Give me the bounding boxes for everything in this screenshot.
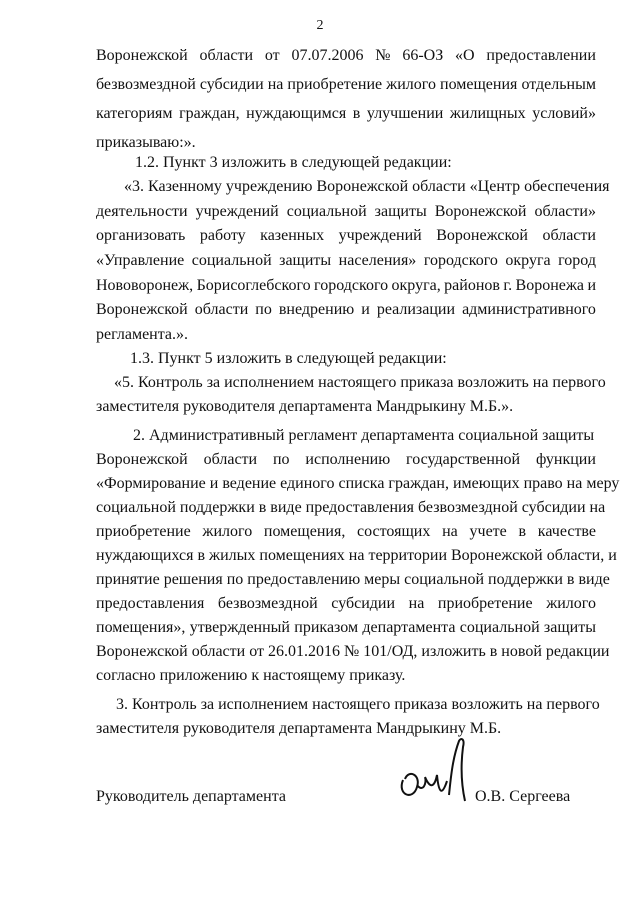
text-word: предоставлении [486, 47, 596, 64]
text-line [96, 46, 596, 66]
text-word: Борисоглебского [196, 277, 311, 294]
text-word: «О [455, 47, 475, 64]
text-segment: нуждающихся в жилых помещениях на территории Воронежской области, и [96, 547, 617, 564]
text-word: жилого [202, 523, 253, 540]
text-line [96, 498, 605, 518]
text-word: исполнению [305, 451, 391, 468]
text-segment: регламента.». [96, 326, 189, 343]
text-segment: «Формирование и ведение единого списка граждан, имеющих право на меру [96, 475, 620, 492]
text-line [133, 426, 594, 446]
text-line [130, 349, 447, 369]
text-word: жилищных [449, 105, 526, 122]
text-segment: 1.2. Пункт 3 изложить в следующей редакции: [135, 154, 452, 171]
text-word: учете [469, 523, 507, 540]
text-word: улучшении [366, 105, 444, 122]
text-word: на [267, 76, 284, 93]
text-word: Воронежа [515, 277, 585, 294]
text-line [116, 695, 600, 715]
text-word: «Управление [96, 252, 185, 269]
text-word: административного [462, 301, 596, 318]
text-segment: принятие решения по предоставлению меры социальной поддержки в виде [96, 571, 610, 588]
signatory-name: О.В. Сергеева [475, 788, 571, 805]
text-word: по [255, 301, 272, 318]
text-word: жилого [546, 595, 596, 612]
text-word: учреждений [195, 203, 279, 220]
text-word: реализации [376, 301, 456, 318]
text-word: приобретение [96, 523, 191, 540]
text-word: жилого [386, 76, 436, 93]
text-word: утвержденный [189, 619, 290, 636]
text-word: приобретение [437, 595, 533, 612]
text-segment: приказываю:». [96, 134, 196, 151]
text-line [96, 666, 405, 686]
text-line [124, 177, 610, 197]
text-line [96, 276, 596, 296]
text-word: 66-ОЗ [402, 47, 444, 64]
text-line [96, 594, 596, 614]
text-word: граждан, [179, 105, 240, 122]
text-segment: 3. Контроль за исполнением настоящего приказа возложить на первого [116, 696, 600, 713]
text-word: защиты [543, 619, 596, 636]
text-word: городского [314, 277, 389, 294]
text-line [96, 251, 596, 271]
text-line [96, 75, 596, 95]
text-line [114, 373, 606, 393]
text-word: учреждений [338, 227, 422, 244]
text-line [96, 104, 596, 124]
text-word: области [194, 301, 249, 318]
text-word: населения» [338, 252, 417, 269]
text-word: приказом [294, 619, 359, 636]
text-segment: заместителя руководителя департамента Мандрыкину М.Б.». [96, 398, 514, 415]
text-line [96, 226, 596, 246]
text-segment: «5. Контроль за исполнением настоящего приказа возложить на первого [114, 374, 606, 391]
text-word: городского [423, 252, 498, 269]
text-segment: 1.3. Пункт 5 изложить в следующей редакции: [130, 350, 447, 367]
text-word: Воронежской [96, 301, 188, 318]
text-word: состоящих [357, 523, 431, 540]
text-line [96, 300, 596, 320]
text-word: субсидии [199, 76, 264, 93]
text-word: в [352, 105, 361, 122]
text-word: нуждающимся [246, 105, 347, 122]
text-word: безвозмездной [96, 76, 196, 93]
text-line [96, 522, 596, 542]
text-word: области [203, 451, 258, 468]
text-word: город [558, 252, 596, 269]
text-line [96, 450, 596, 470]
text-word: и [587, 277, 596, 294]
text-word: социальной [459, 619, 540, 636]
text-word: области [199, 47, 254, 64]
text-line [96, 474, 619, 494]
text-segment: заместителя руководителя департамента Мандрыкину М.Б. [96, 720, 502, 737]
text-word: г. [503, 277, 513, 294]
text-word: и [361, 301, 370, 318]
text-line [96, 202, 596, 222]
text-line [96, 397, 513, 417]
page-number: 2 [316, 18, 324, 33]
text-word: безвозмездной [217, 595, 318, 612]
text-word: защиты [374, 203, 427, 220]
text-segment: социальной поддержки в виде предоставления безвозмездной субсидии на [96, 499, 606, 516]
text-word: № [375, 47, 391, 64]
text-word: помещения, [263, 523, 346, 540]
text-word: в [518, 523, 527, 540]
text-word: области» [534, 203, 596, 220]
signatory-position: Руководитель департамента [96, 788, 286, 805]
text-segment: 2. Административный регламент департамента социальной защиты [133, 427, 595, 444]
text-word: Воронежской [96, 451, 188, 468]
text-word: Воронежской [436, 227, 528, 244]
handwritten-signature [395, 735, 475, 815]
text-word: департамента [362, 619, 456, 636]
text-line [96, 133, 196, 153]
text-line [135, 153, 452, 173]
text-word: 07.07.2006 [291, 47, 364, 64]
text-word: районов [444, 277, 500, 294]
text-word: Нововоронеж, [96, 277, 194, 294]
text-word: предоставления [96, 595, 205, 612]
text-word: категориям [96, 105, 173, 122]
text-word: Воронежской [96, 47, 188, 64]
text-word: организовать [96, 227, 186, 244]
text-word: работу [199, 227, 246, 244]
text-word: отдельным [521, 76, 596, 93]
text-segment: Воронежской области от 26.01.2016 № 101/ОД, изложить в новой редакции [96, 643, 610, 660]
text-word: на [408, 595, 425, 612]
text-line [96, 570, 610, 590]
text-word: области [542, 227, 596, 244]
text-word: защиты [279, 252, 332, 269]
text-line [96, 618, 596, 638]
text-word: государственной [406, 451, 521, 468]
text-segment: «3. Казенному учреждению Воронежской области «Центр обеспечения [124, 178, 610, 195]
text-line [96, 546, 617, 566]
text-word: казенных [260, 227, 325, 244]
text-word: от [264, 47, 280, 64]
text-word: внедрению [278, 301, 355, 318]
text-word: деятельности [96, 203, 188, 220]
text-word: приобретение [287, 76, 383, 93]
text-line [96, 325, 188, 345]
text-word: по [272, 451, 290, 468]
text-word: округа, [391, 277, 441, 294]
text-word: помещения [440, 76, 518, 93]
text-word: субсидии [331, 595, 396, 612]
text-word: на [442, 523, 458, 540]
text-word: функции [535, 451, 596, 468]
text-word: социальной [191, 252, 272, 269]
text-word: помещения», [96, 619, 186, 636]
text-line [96, 642, 609, 662]
text-word: условий» [532, 105, 596, 122]
text-word: округа [505, 252, 551, 269]
text-word: социальной [286, 203, 367, 220]
text-segment: согласно приложению к настоящему приказу. [96, 667, 406, 684]
text-word: Воронежской [434, 203, 527, 220]
text-word: качестве [537, 523, 596, 540]
